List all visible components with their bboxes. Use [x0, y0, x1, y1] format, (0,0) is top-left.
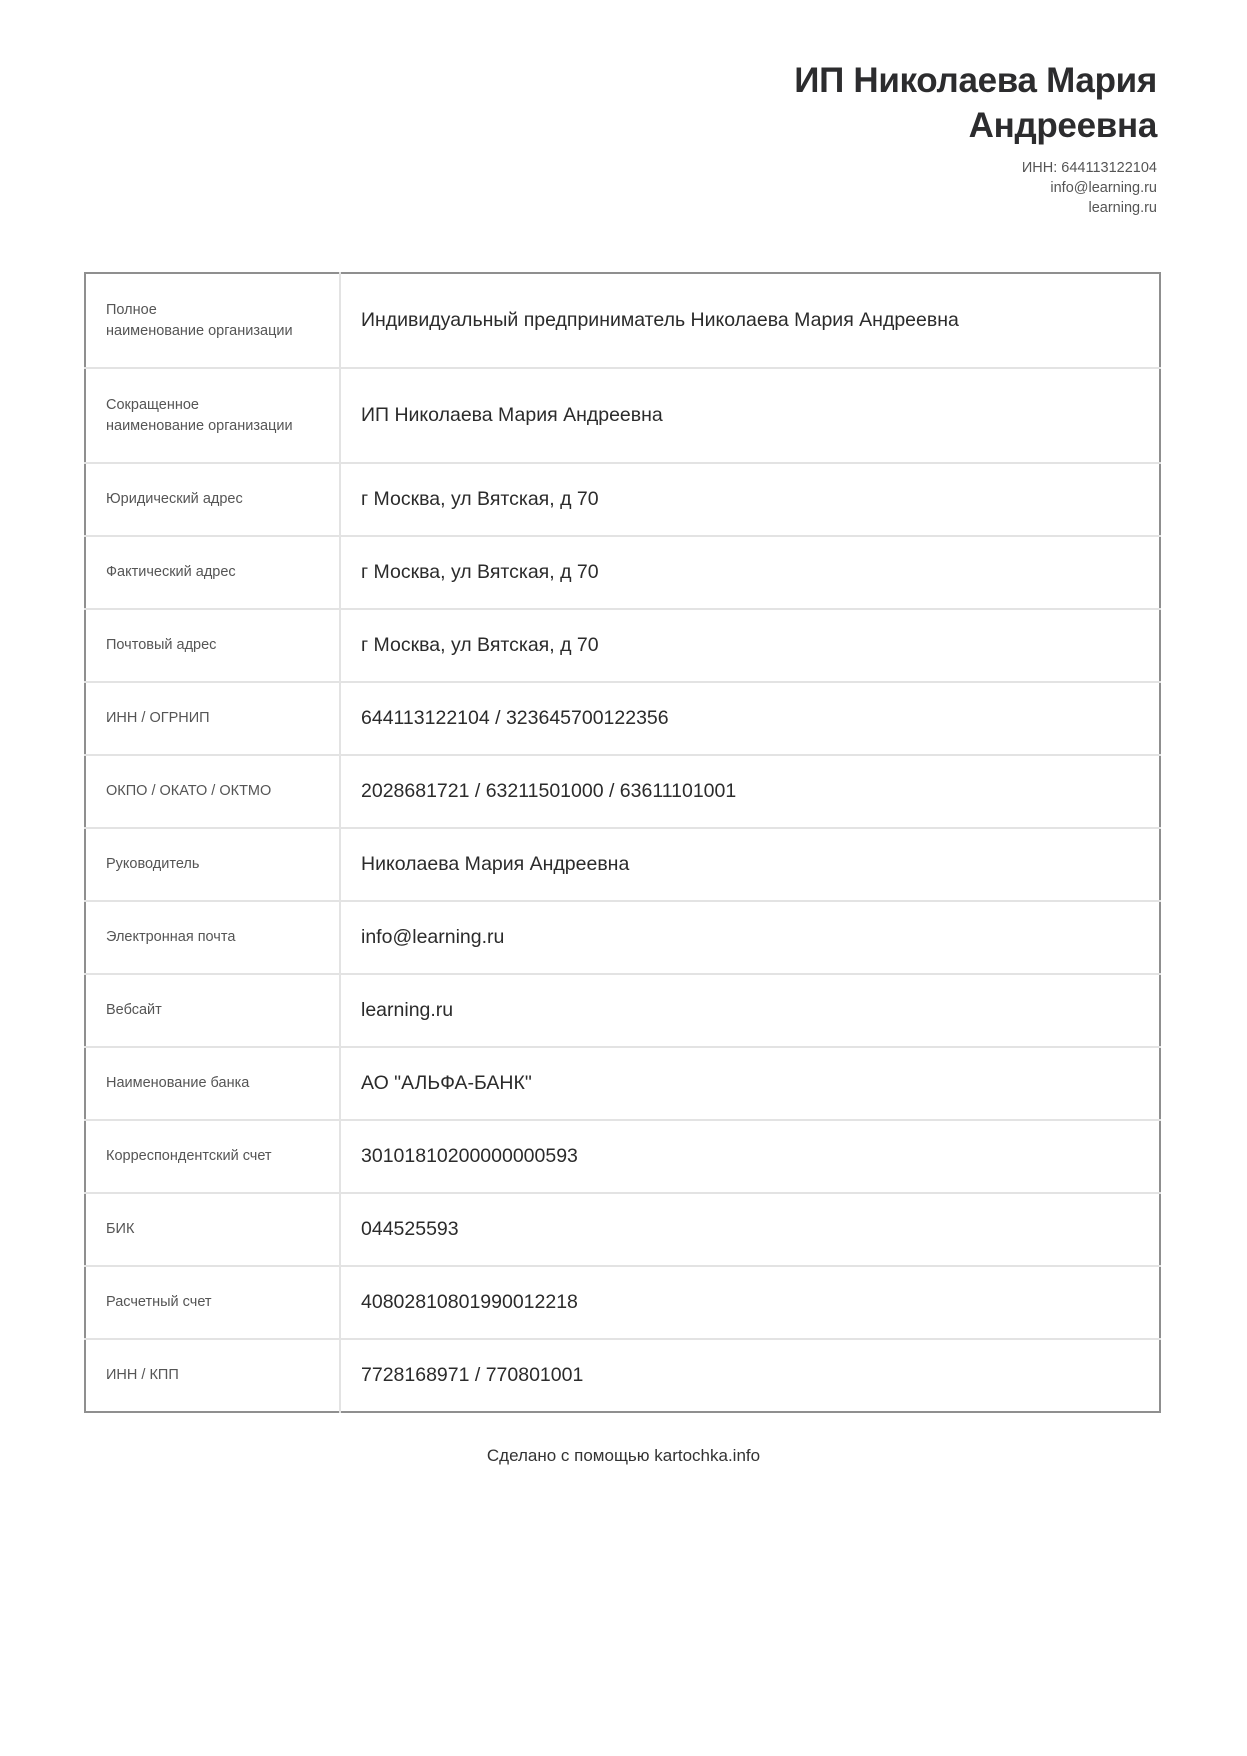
row-value: г Москва, ул Вятская, д 70 [340, 536, 1160, 609]
row-label [85, 273, 340, 368]
row-value: 2028681721 / 63211501000 / 63611101001 [340, 755, 1160, 828]
row-value: г Москва, ул Вятская, д 70 [340, 609, 1160, 682]
row-label: БИК [85, 1193, 340, 1266]
row-value: Индивидуальный предприниматель Николаева Мария Андреевна [340, 273, 1160, 368]
row-label-line2: наименование организации [106, 417, 293, 434]
row-label: ИНН / КПП [85, 1339, 340, 1412]
document-header [557, 58, 1157, 218]
table-row-settlement-account [85, 1266, 1160, 1339]
table-row-short-name [85, 368, 1160, 463]
table-row-bank-inn-kpp [85, 1339, 1160, 1412]
table-row-director [85, 828, 1160, 901]
header-inn: ИНН: 644113122104 [1021, 160, 1157, 176]
row-label: Электронная почта [85, 901, 340, 974]
row-label: Корреспондентский счет [85, 1120, 340, 1193]
row-value: ИП Николаева Мария Андреевна [340, 368, 1160, 463]
row-label [85, 368, 340, 463]
table-row-correspondent-account [85, 1120, 1160, 1193]
row-label-line1: Сокращенное [106, 396, 199, 413]
row-value: г Москва, ул Вятская, д 70 [340, 463, 1160, 536]
row-label: Юридический адрес [85, 463, 340, 536]
company-details-table [84, 272, 1161, 1413]
table-row-legal-address [85, 463, 1160, 536]
row-value: Николаева Мария Андреевна [340, 828, 1160, 901]
row-label: ИНН / ОГРНИП [85, 682, 340, 755]
footer-credit: Сделано с помощью kartochka.info [486, 1446, 761, 1465]
table-row-full-name [85, 273, 1160, 368]
row-label-line2: наименование организации [106, 322, 293, 339]
table-row-website [85, 974, 1160, 1047]
row-value: 7728168971 / 770801001 [361, 1364, 584, 1386]
row-label: Фактический адрес [85, 536, 340, 609]
row-value: 40802810801990012218 [340, 1266, 1160, 1339]
company-title [557, 58, 1157, 148]
row-value: 644113122104 / 323645700122356 [340, 682, 1160, 755]
row-label-line1: Полное [106, 301, 157, 318]
row-label: Вебсайт [85, 974, 340, 1047]
row-value: info@learning.ru [340, 901, 1160, 974]
row-label: Руководитель [85, 828, 340, 901]
table-row-inn-ogrnip [85, 682, 1160, 755]
header-email: info@learning.ru [1050, 180, 1157, 196]
header-website: learning.ru [1088, 200, 1157, 216]
row-label: ОКПО / ОКАТО / ОКТМО [85, 755, 340, 828]
row-label: Почтовый адрес [85, 609, 340, 682]
table-row-bik [85, 1193, 1160, 1266]
table-row-email [85, 901, 1160, 974]
row-value: learning.ru [340, 974, 1160, 1047]
table-row-okpo-okato-oktmo [85, 755, 1160, 828]
row-label: Расчетный счет [85, 1266, 340, 1339]
row-label: Наименование банка [85, 1047, 340, 1120]
company-title-line2: Андреевна [968, 106, 1157, 145]
table-row-bank-name [85, 1047, 1160, 1120]
row-value: АО "АЛЬФА-БАНК" [340, 1047, 1160, 1120]
company-title-line1: ИП Николаева Мария [794, 61, 1157, 100]
row-value: 044525593 [340, 1193, 1160, 1266]
table-row-actual-address [85, 536, 1160, 609]
row-value: 30101810200000000593 [340, 1120, 1160, 1193]
table-row-postal-address [85, 609, 1160, 682]
